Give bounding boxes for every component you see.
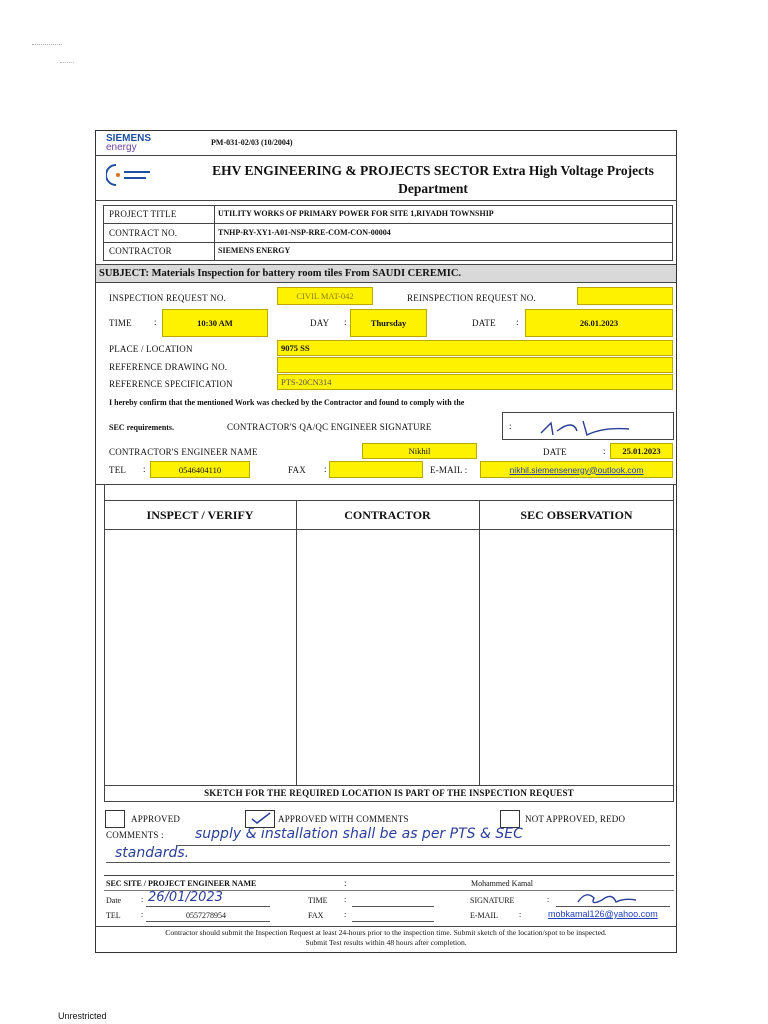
sec-date-label: Date xyxy=(106,896,122,905)
fax-label: FAX xyxy=(288,465,306,475)
divider xyxy=(296,500,297,785)
divider xyxy=(146,921,270,922)
colon: : xyxy=(154,317,157,327)
colon: : xyxy=(516,317,519,327)
qaqc-signature-label: CONTRACTOR'S QA/QC ENGINEER SIGNATURE xyxy=(227,422,432,432)
logo-line1: SIEMENS xyxy=(106,133,152,144)
divider xyxy=(95,155,677,156)
sec-email-label: E-MAIL xyxy=(470,911,498,920)
footer-note xyxy=(96,928,676,948)
divider xyxy=(104,785,674,786)
divider xyxy=(103,223,673,224)
comments-line2: standards. xyxy=(115,845,190,861)
approved-label: APPROVED xyxy=(131,814,181,824)
engineer-date-field[interactable]: 25.01.2023 xyxy=(610,443,673,459)
contract-value: TNHP-RY-XY1-A01-NSP-RRE-COM-CON-00004 xyxy=(218,228,391,237)
day-label: DAY xyxy=(310,318,330,328)
drawing-field[interactable] xyxy=(277,357,673,373)
time-label: TIME xyxy=(109,318,132,328)
place-label: PLACE / LOCATION xyxy=(109,344,193,354)
column-inspect-verify: INSPECT / VERIFY xyxy=(146,508,254,522)
email-label: E-MAIL : xyxy=(430,465,468,475)
tel-field[interactable]: 0546404110 xyxy=(150,461,250,478)
sec-tel-value: 0557278954 xyxy=(186,911,226,920)
colon: : xyxy=(603,446,606,456)
approved-checkbox[interactable] xyxy=(105,810,125,828)
approved-with-comments-label: APPROVED WITH COMMENTS xyxy=(278,814,409,824)
divider xyxy=(104,500,674,501)
sec-engineer-label: SEC SITE / PROJECT ENGINEER NAME xyxy=(106,879,257,888)
engineer-name-field[interactable]: Nikhil xyxy=(362,443,477,459)
place-field[interactable]: 9075 SS xyxy=(277,340,673,356)
colon: : xyxy=(344,895,347,904)
sec-time-label: TIME xyxy=(308,896,328,905)
divider xyxy=(352,921,434,922)
day-field[interactable]: Thursday xyxy=(350,309,427,337)
scan-mark xyxy=(60,62,74,66)
sec-requirements: SEC requirements. xyxy=(109,423,175,432)
qaqc-signature-box[interactable] xyxy=(502,412,674,440)
sec-email-link[interactable]: mobkamal126@yahoo.com xyxy=(548,909,658,919)
project-title-label: PROJECT TITLE xyxy=(109,209,177,219)
footer-note-line2: Submit Test results within 48 hours after completion. xyxy=(305,938,467,947)
comments-label: COMMENTS : xyxy=(106,830,164,840)
sketch-note: SKETCH FOR THE REQUIRED LOCATION IS PART OF THE INSPECTION REQUEST xyxy=(204,788,574,798)
email-link[interactable]: nikhil.siemensenergy@outlook.com xyxy=(509,464,644,475)
reinspection-label: REINSPECTION REQUEST NO. xyxy=(407,293,536,303)
reinspection-field[interactable] xyxy=(577,287,673,305)
scan-mark xyxy=(32,44,62,48)
date-field[interactable]: 26.01.2023 xyxy=(525,309,673,337)
classification-label: Unrestricted xyxy=(58,1011,107,1021)
divider xyxy=(146,906,270,907)
colon: : xyxy=(519,910,522,919)
colon: : xyxy=(141,895,144,904)
sec-fax-label: FAX xyxy=(308,911,324,920)
footer-note-line1: Contractor should submit the Inspection Request at least 24-hours prior to the inspection time. Submit sketch of the location/spot to be inspected. xyxy=(165,928,607,937)
contractor-label: CONTRACTOR xyxy=(109,246,172,256)
sec-logo-icon xyxy=(106,161,154,189)
column-contractor: CONTRACTOR xyxy=(344,508,431,522)
contractor-value: SIEMENS ENERGY xyxy=(218,246,291,255)
inspection-table xyxy=(104,484,674,802)
divider xyxy=(352,906,434,907)
project-title-value: UTILITY WORKS OF PRIMARY POWER FOR SITE 1,RIYADH TOWNSHIP xyxy=(218,209,494,218)
siemens-energy-logo xyxy=(106,134,151,152)
inspection-request-label: INSPECTION REQUEST NO. xyxy=(109,293,226,303)
sec-tel-label: TEL xyxy=(106,911,121,920)
divider xyxy=(95,200,677,201)
divider xyxy=(106,862,670,863)
time-field[interactable]: 10:30 AM xyxy=(162,309,268,337)
colon: : xyxy=(509,421,512,431)
logo-line2: energy xyxy=(106,142,137,153)
sec-logo xyxy=(106,161,154,189)
divider xyxy=(556,906,670,907)
subject-text: SUBJECT: Materials Inspection for battery room tiles From SAUDI CEREMIC. xyxy=(99,268,462,279)
email-field[interactable] xyxy=(480,461,673,478)
engineer-name-label: CONTRACTOR'S ENGINEER NAME xyxy=(109,447,258,457)
inspection-request-field[interactable]: CIVIL MAT-042 xyxy=(277,287,373,305)
checkmark-icon xyxy=(246,811,274,827)
subject-bar xyxy=(96,264,676,283)
fax-field[interactable] xyxy=(329,461,423,478)
colon: : xyxy=(344,878,347,888)
colon: : xyxy=(344,910,347,919)
engineer-date-label: DATE xyxy=(543,447,567,457)
colon: : xyxy=(141,910,144,919)
colon: : xyxy=(547,895,550,904)
sec-signature-label: SIGNATURE xyxy=(470,896,515,905)
contract-label: CONTRACT NO. xyxy=(109,228,178,238)
sec-date-value: 26/01/2023 xyxy=(148,890,223,905)
sec-engineer-value: Mohammed Kamal xyxy=(471,879,533,888)
divider xyxy=(95,926,677,927)
form-code: PM-031-02/03 (10/2004) xyxy=(211,138,293,147)
divider xyxy=(104,529,674,530)
spec-field[interactable]: PTS-20CN314 xyxy=(277,374,673,390)
divider xyxy=(479,500,480,785)
comments-line1: supply & installation shall be as per PTS & SEC xyxy=(195,826,523,842)
not-approved-label: NOT APPROVED, REDO xyxy=(525,814,626,824)
column-sec-observation: SEC OBSERVATION xyxy=(520,508,633,522)
drawing-label: REFERENCE DRAWING NO. xyxy=(109,362,228,372)
signature-scribble-icon xyxy=(533,413,643,439)
spec-label: REFERENCE SPECIFICATION xyxy=(109,379,233,389)
department-title: EHV ENGINEERING & PROJECTS SECTOR Extra High Voltage Projects Department xyxy=(212,163,654,196)
colon: : xyxy=(344,317,347,327)
divider xyxy=(103,242,673,243)
divider xyxy=(104,875,674,876)
divider xyxy=(176,845,670,846)
colon: : xyxy=(324,464,327,474)
divider xyxy=(214,205,215,261)
confirmation-text: I hereby confirm that the mentioned Work was checked by the Contractor and found to comply with the xyxy=(109,398,465,407)
colon: : xyxy=(143,464,146,474)
tel-label: TEL xyxy=(109,465,127,475)
date-label: DATE xyxy=(472,318,496,328)
